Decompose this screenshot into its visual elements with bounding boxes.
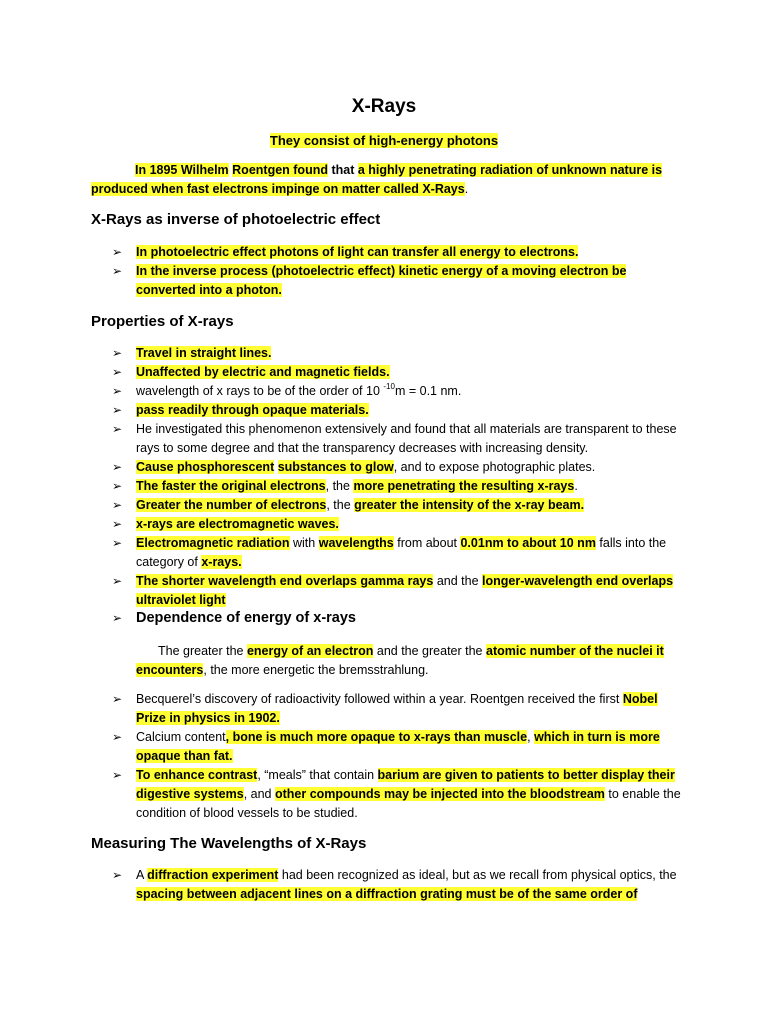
section-heading-measuring-wavelengths: Measuring The Wavelengths of X-Rays [91, 835, 367, 852]
list-item: ➢ In photoelectric effect photons of light can transfer all energy to electrons. [112, 243, 682, 262]
list-item: ➢ pass readily through opaque materials. [112, 401, 682, 420]
list-item: ➢ Cause phosphorescent substances to glow, and to expose photographic plates. [112, 458, 682, 477]
arrow-bullet-icon: ➢ [112, 536, 123, 550]
list-item: ➢ Greater the number of electrons, the greater the intensity of the x-ray beam. [112, 496, 682, 515]
section-heading-inverse-photoelectric: X-Rays as inverse of photoelectric effect [91, 211, 381, 228]
list-item: ➢ A diffraction experiment had been recognized as ideal, but as we recall from physical optics, the spacing between adjacent lines on a diffraction grating must be of the same order of [112, 868, 677, 901]
list-item: ➢ The faster the original electrons, the more penetrating the resulting x-rays. [112, 477, 682, 496]
measuring-list [112, 866, 682, 904]
section-heading-energy-dependence: ➢ Dependence of energy of x-rays [112, 610, 356, 626]
list-item: ➢ Travel in straight lines. [112, 344, 682, 363]
arrow-bullet-icon: ➢ [112, 611, 123, 625]
arrow-bullet-icon: ➢ [112, 422, 123, 436]
list-item: ➢ To enhance contrast, “meals” that contain barium are given to patients to better display their digestive systems, and other compounds may be injected into the bloodstream to enable the condition of blood vessels to be studied. [112, 768, 681, 820]
arrow-bullet-icon: ➢ [112, 517, 123, 531]
list-item: ➢ Becquerel’s discovery of radioactivity followed within a year. Roentgen received the first Nobel Prize in physics in 1902. [112, 692, 658, 725]
arrow-bullet-icon: ➢ [112, 245, 123, 259]
list-item: ➢ x-rays are electromagnetic waves. [112, 515, 682, 534]
list-item: ➢ Unaffected by electric and magnetic fields. [112, 363, 682, 382]
arrow-bullet-icon: ➢ [112, 479, 123, 493]
arrow-bullet-icon: ➢ [112, 498, 123, 512]
page-subtitle: They consist of high-energy photons [269, 133, 499, 148]
arrow-bullet-icon: ➢ [112, 868, 123, 882]
arrow-bullet-icon: ➢ [112, 768, 123, 782]
arrow-bullet-icon: ➢ [112, 692, 123, 706]
arrow-bullet-icon: ➢ [112, 574, 123, 588]
arrow-bullet-icon: ➢ [112, 346, 123, 360]
arrow-bullet-icon: ➢ [112, 403, 123, 417]
section-heading-properties: Properties of X-rays [91, 313, 234, 330]
arrow-bullet-icon: ➢ [112, 730, 123, 744]
energy-dependence-paragraph: The greater the energy of an electron and the greater the atomic number of the nuclei it encounters, the more energetic the bremsstrahlung. [136, 644, 664, 677]
arrow-bullet-icon: ➢ [112, 460, 123, 474]
arrow-bullet-icon: ➢ [112, 365, 123, 379]
arrow-bullet-icon: ➢ [112, 384, 123, 398]
intro-paragraph: In 1895 Wilhelm Roentgen found that a highly penetrating radiation of unknown nature is produced when fast electrons impinge on matter called X-Rays. [91, 163, 663, 196]
list-item: ➢ He investigated this phenomenon extensively and found that all materials are transparent to these rays to some degree and that the transparency decreases with increasing density. [112, 422, 677, 455]
list-item: ➢ The shorter wavelength end overlaps gamma rays and the longer-wavelength end overlaps ultraviolet light [112, 574, 674, 607]
inverse-photoelectric-list [112, 243, 682, 300]
energy-notes-list [112, 690, 682, 823]
page-title: X-Rays [351, 96, 417, 117]
list-item: ➢ Electromagnetic radiation with wavelengths from about 0.01nm to about 10 nm falls into the category of x-rays. [112, 536, 667, 569]
arrow-bullet-icon: ➢ [112, 264, 123, 278]
list-item: ➢ Calcium content, bone is much more opaque to x-rays than muscle, which in turn is more opaque than fat. [112, 730, 660, 763]
properties-list [112, 344, 682, 610]
list-item: ➢ In the inverse process (photoelectric effect) kinetic energy of a moving electron be converted into a photon. [112, 264, 627, 297]
list-item: ➢ wavelength of x rays to be of the order of 10 $^{-10}$m = 0.1 nm. [112, 382, 682, 401]
